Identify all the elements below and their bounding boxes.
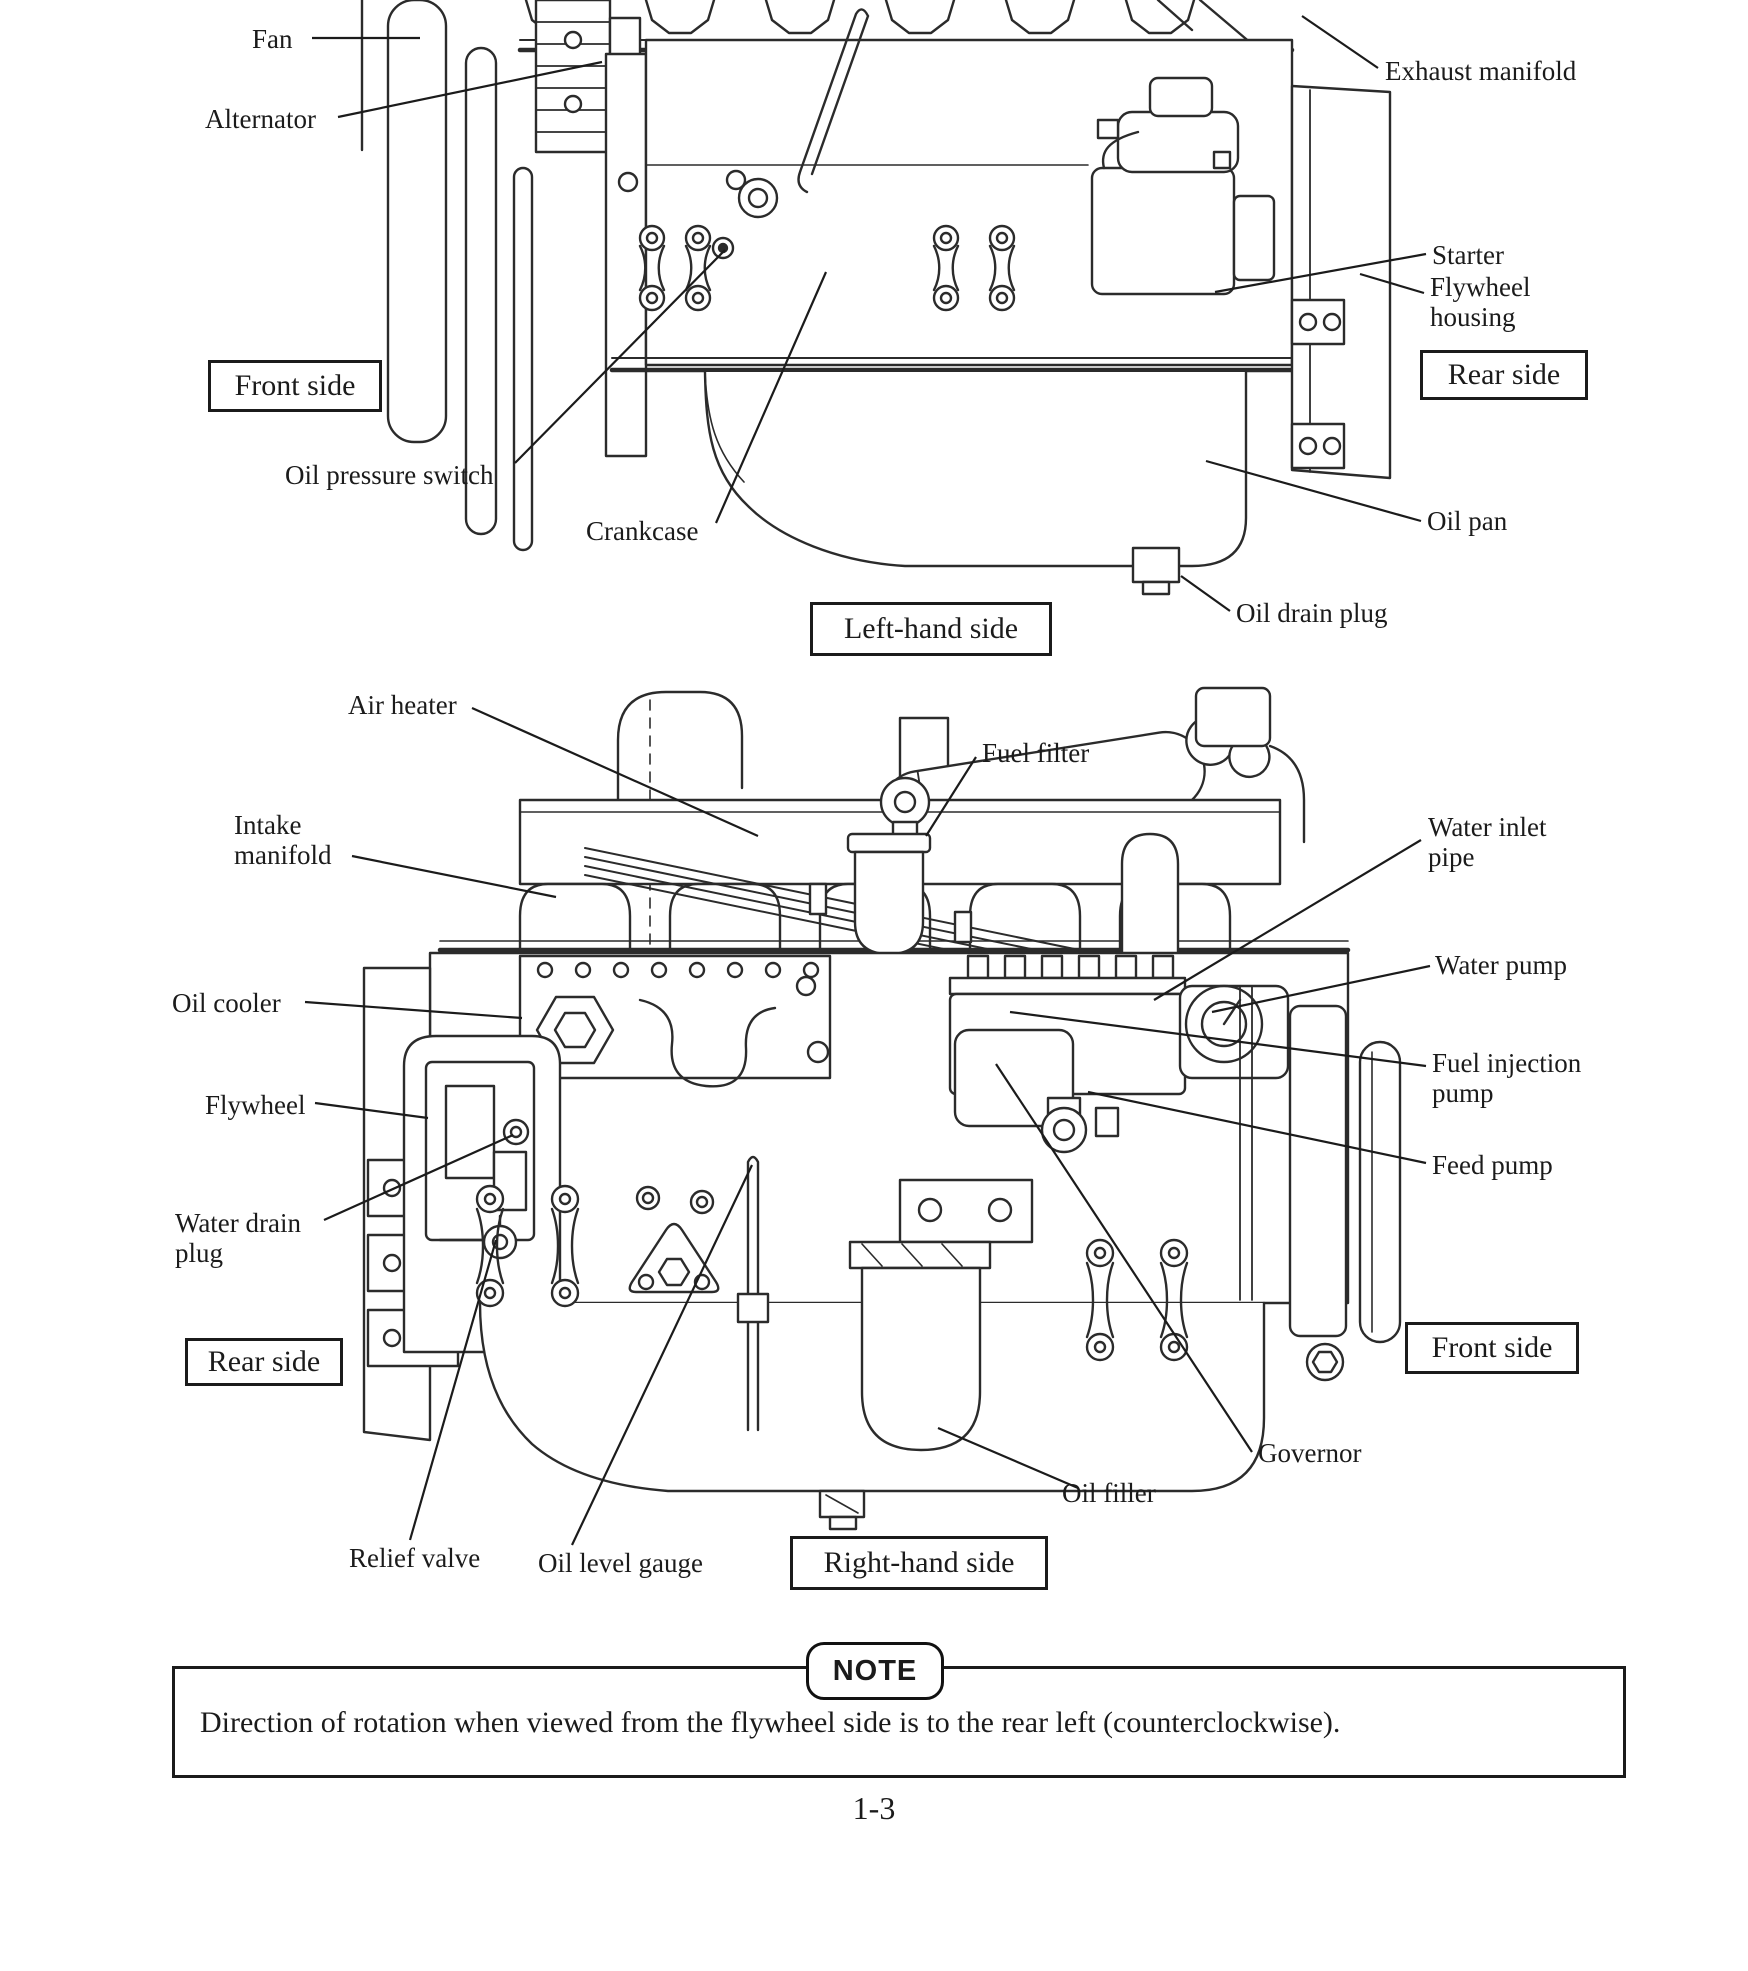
callout-fuel-injection-pump: Fuel injection pump bbox=[1432, 1048, 1582, 1109]
callout-fuel-filter: Fuel filter bbox=[982, 738, 1090, 768]
orientation-box-rear-side-bottom: Rear side bbox=[185, 1338, 343, 1386]
callout-oil-drain-plug: Oil drain plug bbox=[1236, 598, 1388, 628]
callout-water-pump: Water pump bbox=[1435, 950, 1568, 980]
callout-oil-cooler: Oil cooler bbox=[172, 988, 281, 1018]
callout-oil-filler: Oil filler bbox=[1062, 1478, 1156, 1508]
note-title-badge: NOTE bbox=[806, 1642, 944, 1700]
view-caption-right-hand-side: Right-hand side bbox=[790, 1536, 1048, 1590]
callout-flywheel-housing: Flywheel housing bbox=[1430, 272, 1531, 333]
callout-starter: Starter bbox=[1432, 240, 1504, 270]
orientation-box-front-side-bottom: Front side bbox=[1405, 1322, 1579, 1374]
callout-alternator: Alternator bbox=[205, 104, 316, 134]
view-caption-left-hand-side: Left-hand side bbox=[810, 602, 1052, 656]
callout-intake-manifold: Intake manifold bbox=[234, 810, 332, 871]
orientation-box-rear-side-top: Rear side bbox=[1420, 350, 1588, 400]
callout-exhaust-manifold: Exhaust manifold bbox=[1385, 56, 1577, 86]
callout-oil-level-gauge: Oil level gauge bbox=[538, 1548, 703, 1578]
callout-oil-pan: Oil pan bbox=[1427, 506, 1508, 536]
callout-feed-pump: Feed pump bbox=[1432, 1150, 1553, 1180]
callout-crankcase: Crankcase bbox=[586, 516, 699, 546]
callout-water-inlet-pipe: Water inlet pipe bbox=[1428, 812, 1547, 873]
note-text: Direction of rotation when viewed from the flywheel side is to the rear left (counterclockwise). bbox=[200, 1706, 1341, 1739]
callout-water-drain-plug: Water drain plug bbox=[175, 1208, 302, 1269]
callout-air-heater: Air heater bbox=[348, 690, 457, 720]
callout-fan: Fan bbox=[252, 24, 293, 54]
callout-relief-valve: Relief valve bbox=[349, 1543, 481, 1573]
callout-flywheel: Flywheel bbox=[205, 1090, 306, 1120]
page-number: 1-3 bbox=[852, 1790, 896, 1826]
orientation-box-front-side-top: Front side bbox=[208, 360, 382, 412]
callout-oil-pressure-switch: Oil pressure switch bbox=[285, 460, 494, 490]
callout-governor: Governor bbox=[1258, 1438, 1362, 1468]
